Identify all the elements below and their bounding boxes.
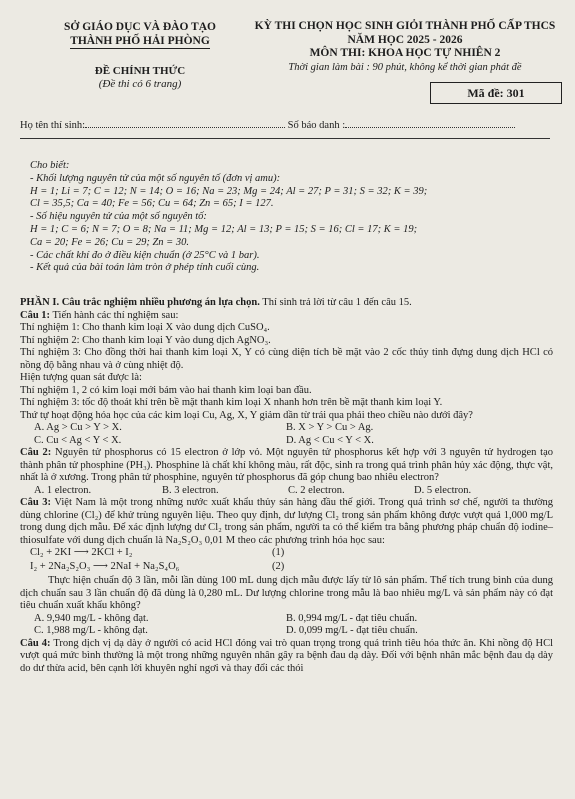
- q1-option-a[interactable]: A. Ag > Cu > Y > X.: [34, 422, 122, 433]
- info-line: - Khối lượng nguyên tử của một số nguyên tố (đơn vị amu):: [30, 172, 281, 184]
- q1-exp1: Thí nghiệm 1: Cho thanh kim loại X vào dung dịch CuSO₄.: [20, 322, 270, 333]
- info-line: H = 1; C = 6; N = 7; O = 8; Na = 11; Mg = 12; Al = 13; P = 15; S = 16; Cl = 17; K = 19;: [30, 223, 418, 235]
- q1-option-d[interactable]: D. Ag < Cu < Y < X.: [286, 434, 374, 446]
- q3-options-row1: [20, 613, 553, 626]
- q1-option-b[interactable]: B. X > Y > Cu > Ag.: [286, 422, 374, 433]
- name-field[interactable]: [85, 118, 285, 128]
- q1-options-row1: [20, 422, 553, 435]
- info-line: - Các chất khí đo ở điều kiện chuẩn (ở 25°C và 1 bar).: [30, 249, 260, 261]
- q1-exp3: Thí nghiệm 3: Cho đồng thời hai thanh kim loại X, Y có cùng diện tích bề mặt vào 2 cốc thủy tinh đựng dung dịch HCl có nồng độ bằng nhau và ở cùng nhiệt độ.: [20, 347, 553, 371]
- sbd-label: Số báo danh :: [287, 120, 346, 131]
- exam-time: Thời gian làm bài : 90 phút, không kể thời gian phát đề: [288, 61, 522, 73]
- q1-option-c[interactable]: C. Cu < Ag < Y < X.: [34, 434, 122, 446]
- subject: MÔN THI: KHOA HỌC TỰ NHIÊN 2: [309, 47, 501, 59]
- school-year: NĂM HỌC 2025 - 2026: [347, 33, 463, 46]
- name-label: Họ tên thí sinh:: [20, 120, 86, 131]
- given-info: [30, 160, 550, 275]
- q1-exp2: Thí nghiệm 2: Cho thanh kim loại Y vào dung dịch AgNO₃.: [20, 334, 271, 346]
- q1-options-row2: [20, 435, 553, 448]
- official-label: ĐỀ CHÍNH THỨC: [94, 65, 186, 77]
- org-line1: SỞ GIÁO DỤC VÀ ĐÀO TẠO: [64, 21, 216, 33]
- q2-options: [20, 485, 553, 498]
- q1-observation: Hiện tượng quan sát được là:: [20, 372, 142, 383]
- part1-heading: PHẦN I. Câu trắc nghiệm nhiều phương án lựa chọn. Thí sinh trả lời từ câu 1 đến câu 15.: [20, 297, 412, 308]
- exam-code-box: Mã đề: 301: [430, 82, 562, 104]
- q3-option-d[interactable]: D. 0,099 mg/L - đạt tiêu chuẩn.: [286, 625, 418, 636]
- q3-option-b[interactable]: B. 0,994 mg/L - đạt tiêu chuẩn.: [286, 612, 418, 624]
- divider: [20, 138, 550, 139]
- question-2: Câu 2: Nguyên tử phosphorus có 15 electron ở lớp vỏ. Một nguyên tử phosphorus kết hợp với 3 nguyên tử hydrogen tạo thành phân tử phosphine (PH₃). Phosphine là chất khí không màu, rất độc, sinh ra trong quá trình phân hủy xác động, thực vật, nhất là ở xương. Trong phân tử phosphine, nguyên tử phosphorus đã góp chung bao nhiêu electron?: [20, 447, 554, 483]
- exam-title: KỲ THI CHỌN HỌC SINH GIỎI THÀNH PHỐ CẤP THCS: [254, 20, 556, 32]
- page-count: (Đề thi có 6 trang): [98, 78, 182, 90]
- q3-paragraph: Thực hiện chuẩn độ 3 lần, mỗi lần dùng 100 mL dung dịch mẫu được lấy từ lô sản phẩm. Thể tích trung bình của dung dịch chuẩn sau 3 lần chuẩn độ đã dùng là 0,280 mL. Dư lượng chlorine trong mẫu là bao nhiêu mg/L và sản phẩm này có đạt tiêu chuẩn xuất khẩu không?: [20, 575, 553, 611]
- q3-option-a[interactable]: A. 9,940 mg/L - không đạt.: [34, 612, 149, 624]
- q2-option-b[interactable]: B. 3 electron.: [162, 484, 219, 496]
- eq1-number: (1): [272, 547, 285, 558]
- question-4: Câu 4: Trong dịch vị dạ dày ở người có acid HCl đóng vai trò quan trọng trong quá trình tiêu hóa thức ăn. Khi nồng độ HCl vượt quá mức bình thường là một trong những nguyên nhân gây ra bệnh đau dạ dày. Đối với bệnh nhân mắc bệnh đau dạ dày do dư thừa acid, bên cạnh lời khuyên nghỉ ngơi và thay đổi các thói: [20, 637, 554, 674]
- eq1-text: Cl₂ + 2KI ⟶ 2KCl + I₂: [30, 547, 133, 558]
- sbd-field[interactable]: [345, 118, 515, 128]
- info-line: Ca = 20; Fe = 26; Cu = 29; Zn = 30.: [30, 236, 190, 248]
- q1-obs1: Thí nghiệm 1, 2 có kim loại mới bám vào hai thanh kim loại ban đầu.: [20, 384, 312, 396]
- q3-options-row2: [20, 625, 553, 638]
- question-3: Câu 3: Việt Nam là một trong những nước xuất khẩu thủy sản hàng đầu thế giới. Trong quá trình sơ chế, người ta thường dùng chlorine (Cl₂) để khử trùng nguyên liệu. Theo quy định, dư lượng Cl₂ trong sản phẩm không được vượt quá 1,000 mg/L trong dung dịch mẫu. Để xác định lượng dư Cl₂ trong sản phẩm, người ta có thể kiểm tra bằng phương pháp chuẩn độ iodine–thiosulfate với dung dịch chuẩn là Na₂S₂O₃ 0,01 M theo các phương trình hóa học sau:: [20, 497, 553, 546]
- header-right: [240, 20, 570, 74]
- eq2-number: (2): [272, 561, 285, 572]
- q2-option-c[interactable]: C. 2 electron.: [288, 484, 345, 496]
- exam-body: [20, 297, 553, 675]
- org-line2: THÀNH PHỐ HẢI PHÒNG: [70, 35, 210, 47]
- info-line: - Số hiệu nguyên tử của một số nguyên tố:: [30, 211, 207, 223]
- info-line: H = 1; Li = 7; C = 12; N = 14; O = 16; Na = 23; Mg = 24; Al = 27; P = 31; S = 32; K = 39;: [30, 185, 428, 197]
- q2-option-d[interactable]: D. 5 electron.: [414, 484, 472, 496]
- info-line: - Kết quả của bài toán làm tròn ở phép tính cuối cùng.: [30, 262, 260, 274]
- q3-option-c[interactable]: C. 1,988 mg/L - không đạt.: [34, 625, 148, 636]
- question-1: Câu 1: Tiến hành các thí nghiệm sau:: [20, 309, 179, 321]
- eq2-text: I₂ + 2Na₂S₂O₃ ⟶ 2NaI + Na₂S₄O₆: [30, 561, 180, 572]
- q2-option-a[interactable]: A. 1 electron.: [34, 484, 92, 496]
- exam-header: [18, 0, 561, 112]
- header-left: [40, 20, 240, 91]
- equation-1: [20, 547, 553, 561]
- student-info: [20, 118, 550, 132]
- q1-ask: Thứ tự hoạt động hóa học của các kim loại Cu, Ag, X, Y giảm dần từ trái qua phải theo chiều nào dưới đây?: [20, 409, 473, 421]
- info-line: Cl = 35,5; Ca = 40; Fe = 56; Cu = 64; Zn = 65; I = 127.: [30, 198, 274, 210]
- q1-obs2: Thí nghiệm 3: tốc độ thoát khí trên bề mặt thanh kim loại X nhanh hơn trên bề mặt thanh kim loại Y.: [20, 397, 443, 408]
- info-title: Cho biết:: [30, 160, 70, 171]
- equation-2: [20, 561, 553, 575]
